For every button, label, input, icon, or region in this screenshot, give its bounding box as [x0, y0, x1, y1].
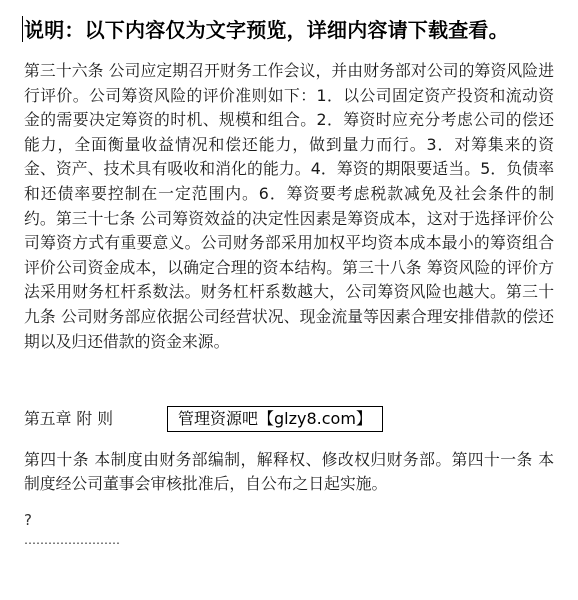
text-cursor: [22, 16, 23, 42]
chapter-title: 第五章 附 则: [24, 409, 114, 428]
chapter-row: [24, 406, 554, 432]
watermark-stamp: 管理资源吧【glzy8.com】: [167, 406, 383, 432]
preview-notice: 说明：以下内容仅为文字预览，详细内容请下载查看。: [24, 18, 509, 42]
ellipsis-dots: ……………………: [24, 533, 120, 547]
paragraph-text: 第四十条 本制度由财务部编制，解释权、修改权归财务部。第四十一条 本制度经公司董事会审核批准后，自公布之日起实施。: [24, 449, 554, 494]
closing-paragraph: [24, 432, 554, 513]
main-paragraph: [24, 59, 554, 354]
paragraph-text: 第三十六条 公司应定期召开财务工作会议，并由财务部对公司的筹资风险进行评价。公司筹资风险的评价准则如下：1．以公司固定资产投资和流动资金的需要决定筹资的时机、规模和组合。2．筹资时应充分考虑公司的偿还能力，全面衡量收益情况和偿还能力，做到量力而行。3．对筹集来的资金、资产、技术具有吸收和消化的能力。4．筹资的期限要适当。5．负债率和还债率要控制在一定范围内。6．筹资要考虑税款减免及社会条件的制约。第三十七条 公司筹资效益的决定性因素是筹资成本，这对于选择评价公司筹资方式有重要意义。公司财务部采用加权平均资本成本最小的筹资组合评价公司资金成本，以确定合理的资本结构。第三十八条 筹资风险的评价方法采用财务杠杆系数法。财务杠杆系数越大，公司筹资风险也越大。第三十九条 公司财务部应依据公司经营状况、现金流量等因素合理安排借款的偿还期以及归还借款的资金来源。: [24, 61, 554, 351]
trailing-mark: ?: [24, 511, 32, 529]
